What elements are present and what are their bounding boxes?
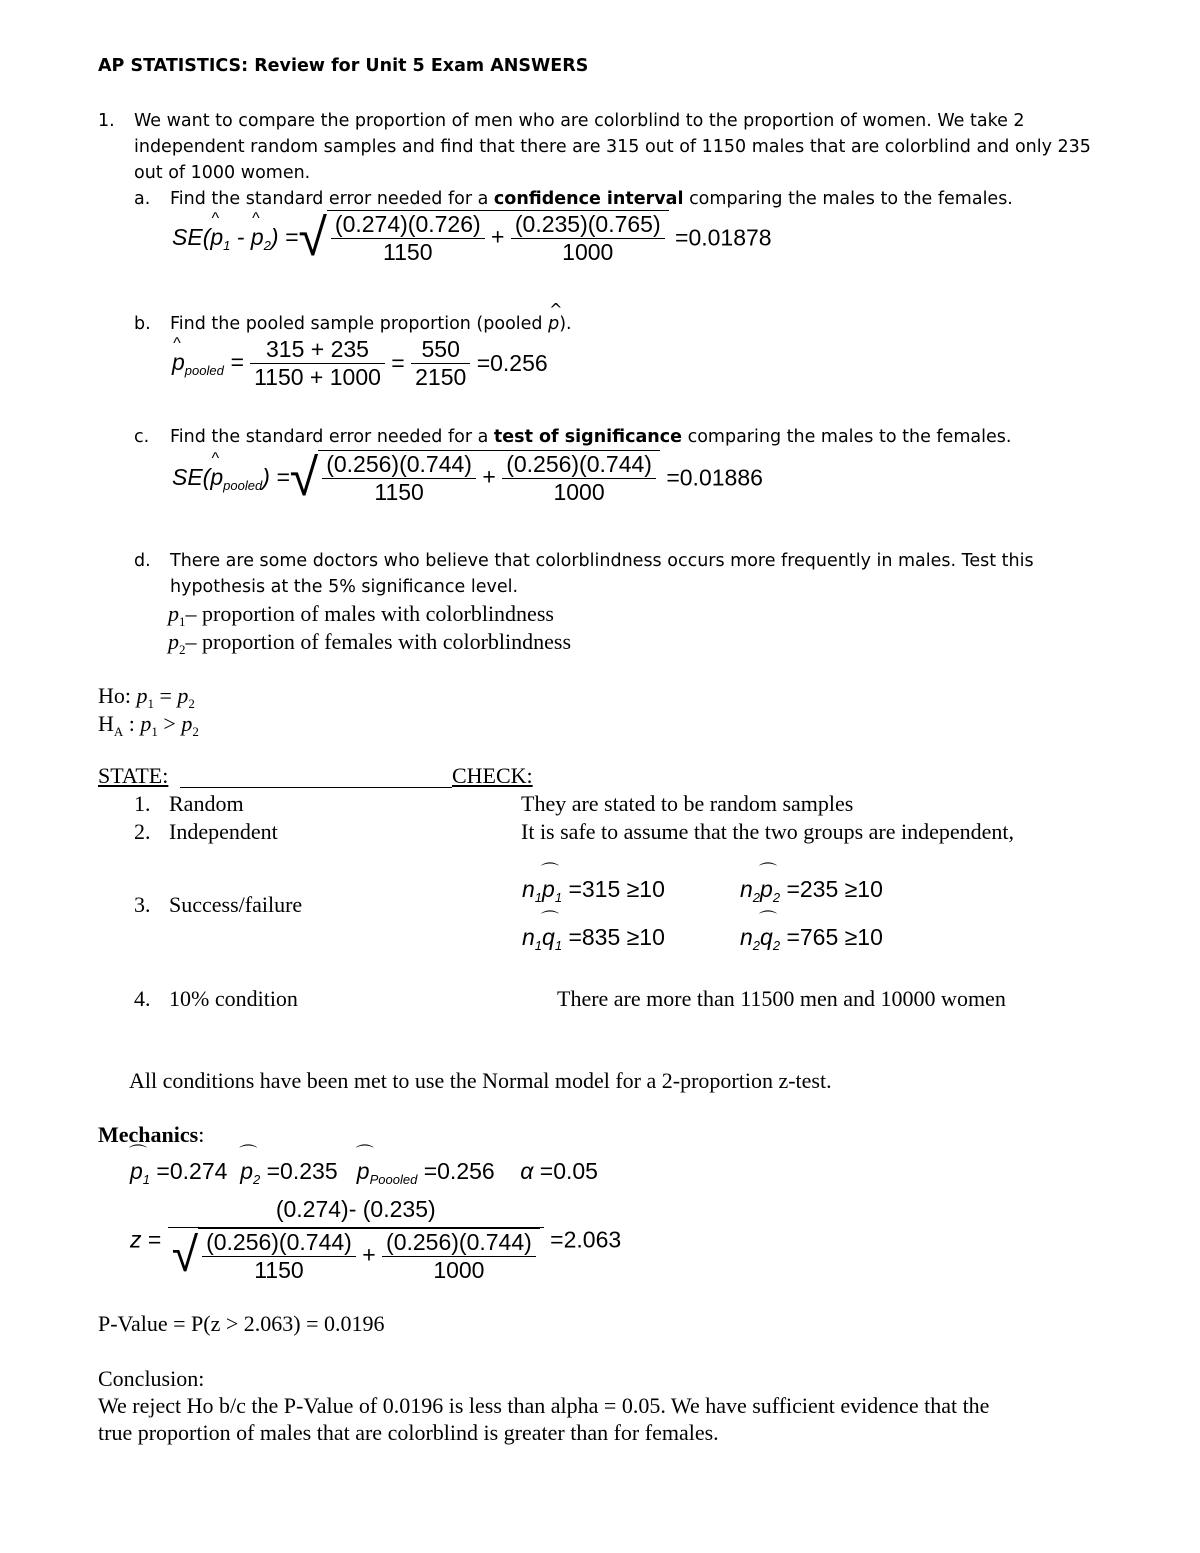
alt-hypothesis: $H_A$ : $p_1 > p_2$ [98,711,199,739]
condition-check: There are more than 11500 men and 10000 women [557,986,1006,1011]
frac-num-1: (0.274)(0.726) [334,211,481,237]
p1-hat-value: =0.274 [156,1158,228,1184]
question-text-line-2: independent random samples and find that there are 315 out of 1150 males that are colorblind and only 235 [134,137,1091,157]
se-test-result: =0.01886 [666,464,763,491]
part-b-question: Find the pooled sample proportion (pooled ^ p). [170,314,572,334]
p1-def-text: – proportion of males with colorblindness [185,601,554,626]
p2-definition: $p_2-$ proportion of females with colorblindness [168,629,572,657]
part-a-question [170,189,1013,209]
se-label: SE [172,223,203,250]
frac-num-2: (0.235)(0.765) [514,211,661,237]
null-hypothesis: Ho: $p_1 = p_2$ [98,683,195,711]
conclusion-line-2: true proportion of males that are colorblind is greater than for females. [98,1420,719,1445]
part-a-post: comparing the males to the females. [689,189,1013,209]
nq2-check: $n_2⌒$ $q_2 =765 \ge 10$ [740,924,883,953]
formula-se-test: SE(^ $p_{pooled}$) =√ $\frac{(0.256)(0.744)}{1150}$ + $\frac{(0.256)(0.744)}{1000}$ =0.01886 [172,450,763,506]
se-test-den-1: 1150 [322,478,476,506]
question-text-line-3: out of 1000 women. [134,163,311,183]
formula-pooled: ^ $p_{pooled}$ = $\frac{315 + 235}{1150 + 1000}$ = $\frac{550}{2150}$ =0.256 [172,336,548,391]
np1-check: $n_1⌒$ $p_1 =315 \ge 10$ [522,876,665,905]
ppooled-value: =0.256 [423,1158,495,1184]
se-test-num-1: (0.256)(0.744) [326,451,472,477]
condition-num: 3. [134,892,151,917]
nq1-check: $n_1⌒$ $q_1 =835 \ge 10$ [522,924,665,953]
condition-check: It is safe to assume that the two groups are independent, [521,819,1015,844]
conclusion-line-1: We reject Ho b/c the P-Value of 0.0196 is less than alpha = 0.05. We have sufficient evidence that the [98,1393,990,1418]
pooled-den-2: 2150 [411,363,470,391]
conclusion-label: Conclusion: [98,1366,205,1391]
np1-value: =315 ≥10 [568,876,665,902]
ha-sub: A [113,724,124,739]
condition-num: 2. [134,819,151,844]
pooled-den-1: 1150 + 1000 [250,363,385,391]
nq1-value: =835 ≥10 [568,924,665,950]
question-text-line-1: We want to compare the proportion of men who are colorblind to the proportion of women. We take 2 [134,111,1025,131]
mechanics-values: ⌒ $p_1 =0.274$ ⌒ $p_2 =0.235$ ⌒ $p_{Poooled} =0.256$ α =0.05 [130,1158,598,1187]
frac-den-1: 1150 [331,238,485,266]
np2-check: $n_2⌒$ $p_2 =235 \ge 10$ [740,876,883,905]
condition-check: They are stated to be random samples [521,791,854,816]
condition-num: 4. [134,986,151,1011]
nq2-value: =765 ≥10 [786,924,883,950]
part-b-letter: b. [134,314,151,334]
part-c-bold: test of significance [493,427,683,447]
condition-num: 1. [134,791,151,816]
pooled-num-1: 315 + 235 [266,336,369,362]
z-result: =2.063 [550,1226,622,1253]
p-value: P-Value = P(z > 2.063) = 0.0196 [98,1311,385,1336]
ha-label: H [98,711,114,736]
se-ci-result: =0.01878 [675,224,772,251]
part-c-letter: c. [134,427,150,447]
p1-definition: $p_1-$ proportion of males with colorblindness [168,601,554,629]
condition-state: Independent [169,819,278,844]
part-d-line-1: There are some doctors who believe that colorblindness occurs more frequently in males. Test this [170,551,1034,571]
part-a-bold: confidence interval [493,189,684,209]
part-a-pre: Find the standard error needed for a [170,189,489,209]
pooled-result: =0.256 [476,350,548,376]
part-b-text: Find the pooled sample proportion (pooled [170,314,543,334]
condition-state: 10% condition [169,986,298,1011]
z-num-2: (0.256)(0.744) [386,1229,532,1255]
page-title: AP STATISTICS: Review for Unit 5 Exam ANSWERS [98,56,589,76]
z-num-1: (0.256)(0.744) [206,1229,352,1255]
mechanics-label: Mechanics: [98,1122,205,1147]
np2-value: =235 ≥10 [786,876,883,902]
part-d-line-2: hypothesis at the 5% significance level. [170,577,519,597]
part-d-letter: d. [134,551,151,571]
p2-hat-value: =0.235 [266,1158,338,1184]
z-formula: z = (0.274)- (0.235) √ $\frac{(0.256)(0.744)}{1150}$ + $\frac{(0.256)(0.744)}{1000}$ =2.063 [130,1196,622,1283]
mechanics-bold: Mechanics [98,1122,199,1147]
alpha-value: =0.05 [539,1158,598,1184]
part-c-post: comparing the males to the females. [687,427,1012,447]
pooled-sub: pooled [184,363,224,378]
z-den-2: 1000 [382,1256,536,1284]
se-test-den-2: 1000 [502,478,656,506]
ho-label: Ho: [98,683,131,708]
part-c-question [170,427,1011,447]
pooled-subscript: Poooled [369,1172,418,1187]
part-c-pre: Find the standard error needed for a [170,427,489,447]
condition-state: Random [169,791,244,816]
state-header: STATE: [98,763,169,788]
question-number: 1. [98,111,115,131]
z-den-1: 1150 [202,1256,356,1284]
part-a-letter: a. [134,189,151,209]
all-conditions-met: All conditions have been met to use the Normal model for a 2-proportion z-test. [129,1068,832,1093]
state-underline [180,787,452,788]
z-numerator: (0.274)- (0.235) [275,1196,436,1222]
check-header: CHECK: [452,763,533,788]
frac-den-2: 1000 [511,238,665,266]
se-test-num-2: (0.256)(0.744) [506,451,652,477]
condition-state: Success/failure [169,892,303,917]
pooled-num-2: 550 [421,336,460,362]
p2-def-text: – proportion of females with colorblindness [185,629,572,654]
formula-se-ci: SE(^ $p_1$ - ^ $p_2$) =√ $\frac{(0.274)(0.726)}{1150}$ + $\frac{(0.235)(0.765)}{1000}$ =0.01878 [172,210,772,266]
part-b-end: ). [559,314,572,334]
